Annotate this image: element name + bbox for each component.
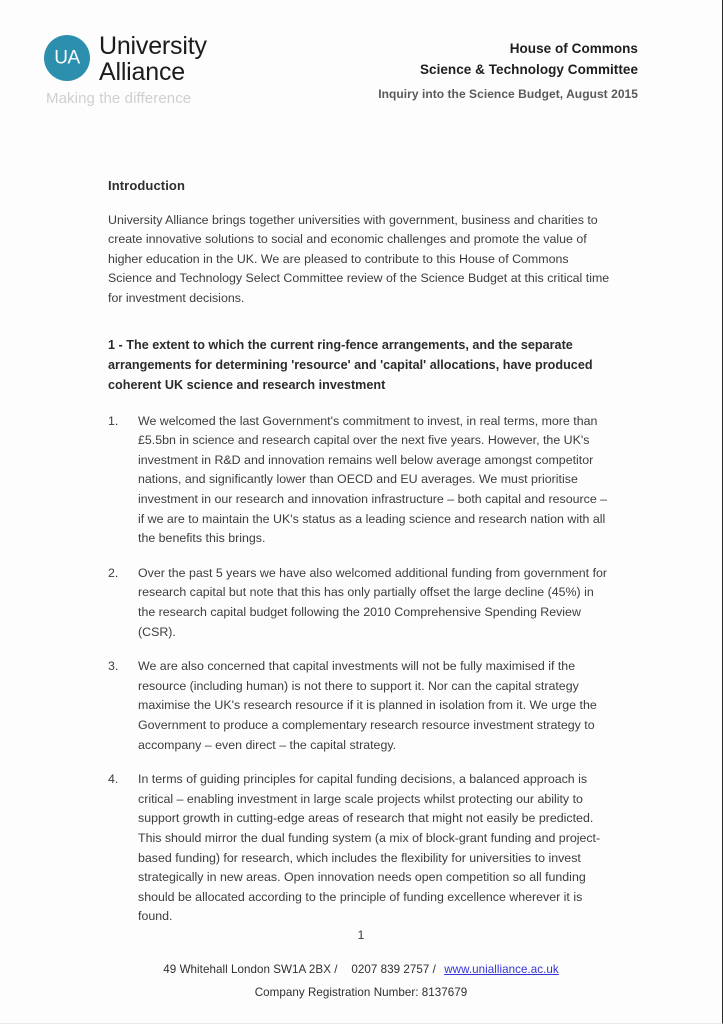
list-item: In terms of guiding principles for capital funding decisions, a balanced approach is critical – enabling investment in large scale projects whilst protecting our ability to support growth in cutting-edge areas of research that might not easily be predicted. This should mirror the dual funding system (a mix of block-grant funding and project-based funding) for research, which includes the flexibility for universities to invest strategically in new areas. Open innovation needs open competition so all funding should be allocated according to the principle of funding excellence wherever it is found. xyxy=(138,772,601,924)
page-header xyxy=(0,33,722,123)
committee-heading-block xyxy=(378,39,638,101)
footer-website-link[interactable]: www.unialliance.ac.uk xyxy=(444,963,559,976)
list-item: Over the past 5 years we have also welcomed additional funding from government for research capital but note that this has only partially offset the large decline (45%) in the research capital budget following the 2010 Comprehensive Spending Review (CSR). xyxy=(138,565,608,639)
footer-spacer xyxy=(341,963,348,976)
footer-registration-number: Company Registration Number: 8137679 xyxy=(254,986,468,999)
ua-circle-logo-icon xyxy=(44,35,90,81)
logo-tagline: Making the difference xyxy=(46,90,192,107)
committee-line-house-of-commons: House of Commons xyxy=(509,41,638,56)
footer-address: 49 Whitehall London SW1A 2BX / xyxy=(163,963,338,976)
introduction-heading: Introduction xyxy=(108,178,186,193)
question-1-heading: 1 - The extent to which the current ring-fence arrangements, and the separate arrangements for determining 'resource' and 'capital' allocations, have produced coherent UK science and research investment xyxy=(108,337,593,393)
footer-phone: 0207 839 2757 / xyxy=(351,963,436,976)
footer-contact-line xyxy=(0,963,722,976)
introduction-paragraph: University Alliance brings together universities with government, business and charities to create innovative solutions to social and economic challenges and promote the value of higher education in the UK. We are pleased to contribute to this House of Commons Science and Technology Select Committee review of the Science Budget at this critical time for investment decisions. xyxy=(108,212,610,305)
logo-name-line-2: Alliance xyxy=(99,57,185,86)
committee-line-inquiry-subtitle: Inquiry into the Science Budget, August 2015 xyxy=(378,86,638,101)
list-item: We are also concerned that capital investments will not be fully maximised if the resource (including human) is not there to support it. Nor can the capital strategy maximise the UK's research resource if it is planned in isolation from it. We urge the Government to produce a complementary research resource investment strategy to accompany – even direct – the capital strategy. xyxy=(138,659,597,752)
logo-name-line-1: University xyxy=(99,32,207,60)
page-number: 1 xyxy=(357,928,365,942)
numbered-points-list xyxy=(108,412,614,927)
page-footer xyxy=(0,928,722,999)
logo-row xyxy=(44,33,344,85)
list-item: We welcomed the last Government's commitment to invest, in real terms, more than £5.5bn in science and research capital over the next five years. However, the UK's investment in R&D and innovation remains well below average amongst competitor nations, and significantly lower than OECD and EU averages. We must prioritise investment in our research and innovation infrastructure – both capital and resource – if we are to maintain the UK's status as a leading science and research nation with all the benefits this brings. xyxy=(138,413,608,546)
document-body xyxy=(108,176,614,942)
ua-monogram-label: UA xyxy=(54,47,80,69)
committee-line-science-technology: Science & Technology Committee xyxy=(419,61,638,77)
logo-wordmark xyxy=(99,33,207,85)
university-alliance-logo xyxy=(44,33,344,107)
